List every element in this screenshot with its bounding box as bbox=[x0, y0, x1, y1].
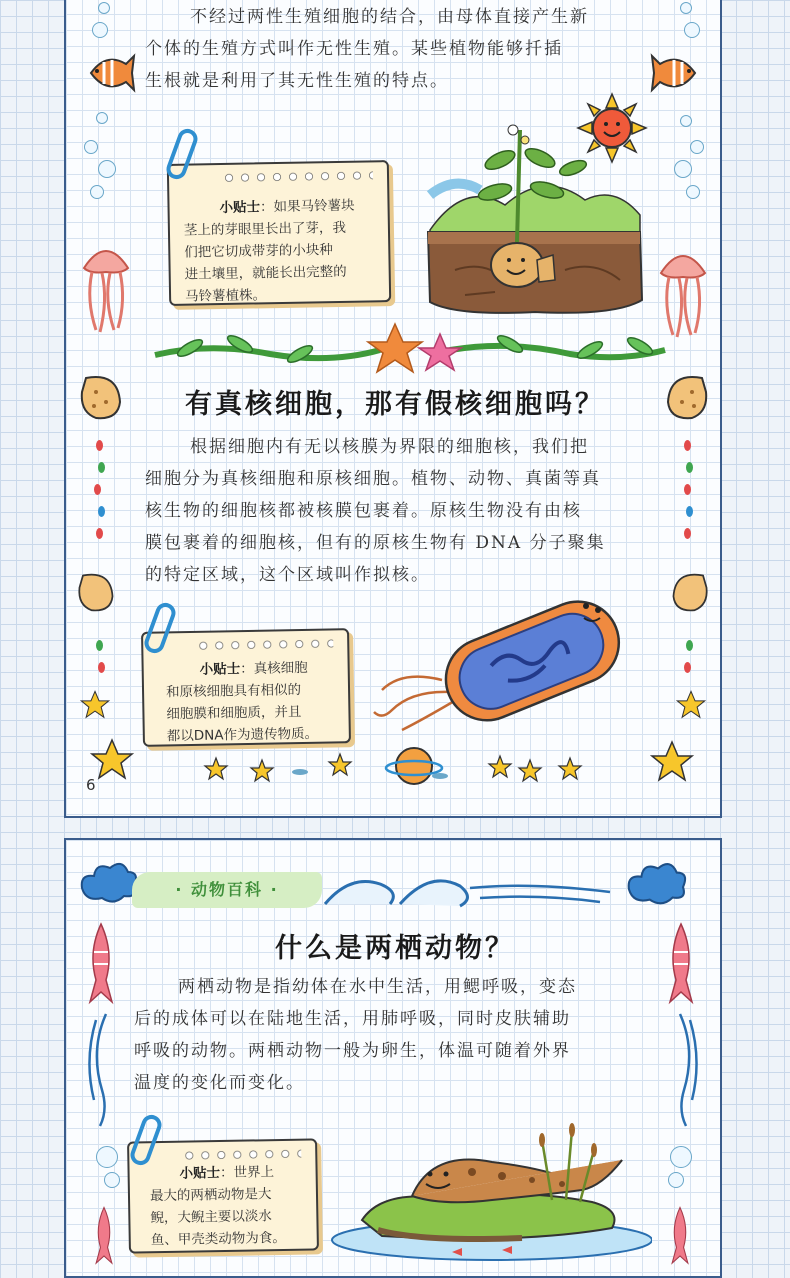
starfish-icon bbox=[80, 690, 110, 720]
bubble-decoration bbox=[690, 140, 704, 154]
intro-line-2: 个体的生殖方式叫作无性生殖。某些植物能够扦插 bbox=[145, 39, 563, 59]
section1-line-5: 的特定区域，这个区域叫作拟核。 bbox=[145, 565, 430, 585]
dot-decoration bbox=[686, 462, 693, 473]
dot-decoration bbox=[96, 528, 103, 539]
notebook-holes bbox=[221, 170, 373, 183]
page-number: 6 bbox=[86, 776, 96, 794]
bubble-decoration bbox=[670, 1146, 692, 1168]
starfish-icon bbox=[676, 690, 706, 720]
fish-icon-right bbox=[650, 50, 700, 96]
fish-icon-left bbox=[86, 50, 136, 96]
potato-plant-illustration bbox=[425, 120, 645, 320]
bubble-decoration bbox=[90, 185, 104, 199]
tip-note-salamander bbox=[127, 1138, 319, 1253]
bubble-decoration bbox=[104, 1172, 120, 1188]
shell-icon-right bbox=[664, 372, 710, 422]
section2-line-3: 呼吸的动物。两栖动物一般为卵生，体温可随着外界 bbox=[134, 1041, 571, 1061]
notebook-holes bbox=[181, 1149, 301, 1161]
fish-icon-vertical-left bbox=[92, 1206, 116, 1266]
bacterium-illustration bbox=[372, 580, 632, 740]
dot-decoration bbox=[684, 484, 691, 495]
dot-decoration bbox=[96, 440, 103, 451]
intro-line-1: 不经过两性生殖细胞的结合，由母体直接产生新 bbox=[190, 7, 589, 27]
bubble-decoration bbox=[98, 160, 116, 178]
small-stars-row bbox=[200, 752, 600, 788]
bubble-decoration bbox=[92, 22, 108, 38]
bubble-decoration bbox=[96, 112, 108, 124]
fish-icon-vertical-right bbox=[668, 1206, 692, 1266]
section-heading-nucleus: 有真核细胞，那有假核细胞吗？ bbox=[185, 389, 605, 420]
dot-decoration bbox=[684, 662, 691, 673]
section2-line-4: 温度的变化而变化。 bbox=[134, 1073, 305, 1093]
tip-label: 小贴士 bbox=[219, 199, 261, 217]
dot-decoration bbox=[94, 484, 101, 495]
tip-note-potato bbox=[167, 160, 391, 306]
section1-line-4: 膜包裹着的细胞核，但有的原核生物有 DNA 分子聚集 bbox=[145, 533, 606, 553]
water-splash-icon-right bbox=[622, 858, 692, 910]
bubble-decoration bbox=[674, 160, 692, 178]
dot-decoration bbox=[96, 640, 103, 651]
bubble-decoration bbox=[680, 115, 692, 127]
section1-line-1: 根据细胞内有无以核膜为界限的细胞核，我们把 bbox=[190, 437, 589, 457]
salamander-illustration bbox=[322, 1120, 652, 1261]
notebook-holes bbox=[195, 638, 333, 650]
dot-decoration bbox=[98, 662, 105, 673]
dot-decoration bbox=[98, 506, 105, 517]
section1-line-3: 核生物的细胞核都被核膜包裹着。原核生物没有由核 bbox=[145, 501, 582, 521]
dot-decoration bbox=[686, 640, 693, 651]
dot-decoration bbox=[684, 528, 691, 539]
bubble-decoration bbox=[668, 1172, 684, 1188]
dot-decoration bbox=[684, 440, 691, 451]
bubble-decoration bbox=[96, 1146, 118, 1168]
tip-note-text: 小贴士：世界上 最大的两栖动物是大 鲵，大鲵主要以淡水 鱼、甲壳类动物为食。 bbox=[149, 1164, 286, 1249]
bubble-decoration bbox=[98, 2, 110, 14]
shell-icon-left bbox=[78, 372, 124, 422]
seaweed-divider bbox=[150, 320, 670, 376]
section1-line-2: 细胞分为真核细胞和原核细胞。植物、动物、真菌等真 bbox=[145, 469, 601, 489]
starfish-icon bbox=[90, 738, 134, 782]
shell-icon-right bbox=[670, 570, 710, 614]
dot-decoration bbox=[686, 506, 693, 517]
tip-note-dna bbox=[141, 628, 351, 747]
fish-icon-vertical-left bbox=[88, 922, 114, 1006]
dot-decoration bbox=[98, 462, 105, 473]
bubble-decoration bbox=[686, 185, 700, 199]
starfish-icon bbox=[650, 740, 694, 784]
fish-icon-vertical-right bbox=[668, 922, 694, 1006]
category-tag: · 动物百科 · bbox=[132, 872, 322, 908]
jellyfish-icon-left bbox=[78, 240, 134, 334]
tip-note-text: 小贴士：真核细胞 和原核细胞具有相似的 细胞膜和细胞质，并且 都以DNA作为遗传物质。 bbox=[165, 659, 319, 745]
water-lines-left bbox=[86, 1010, 114, 1130]
tip-label: 小贴士 bbox=[179, 1165, 221, 1182]
section2-line-2: 后的成体可以在陆地生活，用肺呼吸，同时皮肤辅助 bbox=[134, 1009, 571, 1029]
wave-decoration bbox=[320, 864, 620, 914]
bubble-decoration bbox=[684, 22, 700, 38]
bubble-decoration bbox=[680, 2, 692, 14]
section-heading-amphibian: 什么是两栖动物？ bbox=[275, 933, 515, 964]
shell-icon-left bbox=[76, 570, 116, 614]
bubble-decoration bbox=[84, 140, 98, 154]
water-lines-right bbox=[672, 1010, 700, 1130]
tip-label: 小贴士 bbox=[199, 661, 241, 678]
intro-line-3: 生根就是利用了其无性生殖的特点。 bbox=[145, 71, 449, 91]
tip-note-text: 小贴士：如果马铃薯块 茎上的芽眼里长出了芽，我 们把它切成带芽的小块种 进土壤里，就能长出完整的 马铃薯植株。 bbox=[183, 197, 355, 305]
section2-line-1: 两栖动物是指幼体在水中生活，用鳃呼吸，变态 bbox=[178, 977, 577, 997]
